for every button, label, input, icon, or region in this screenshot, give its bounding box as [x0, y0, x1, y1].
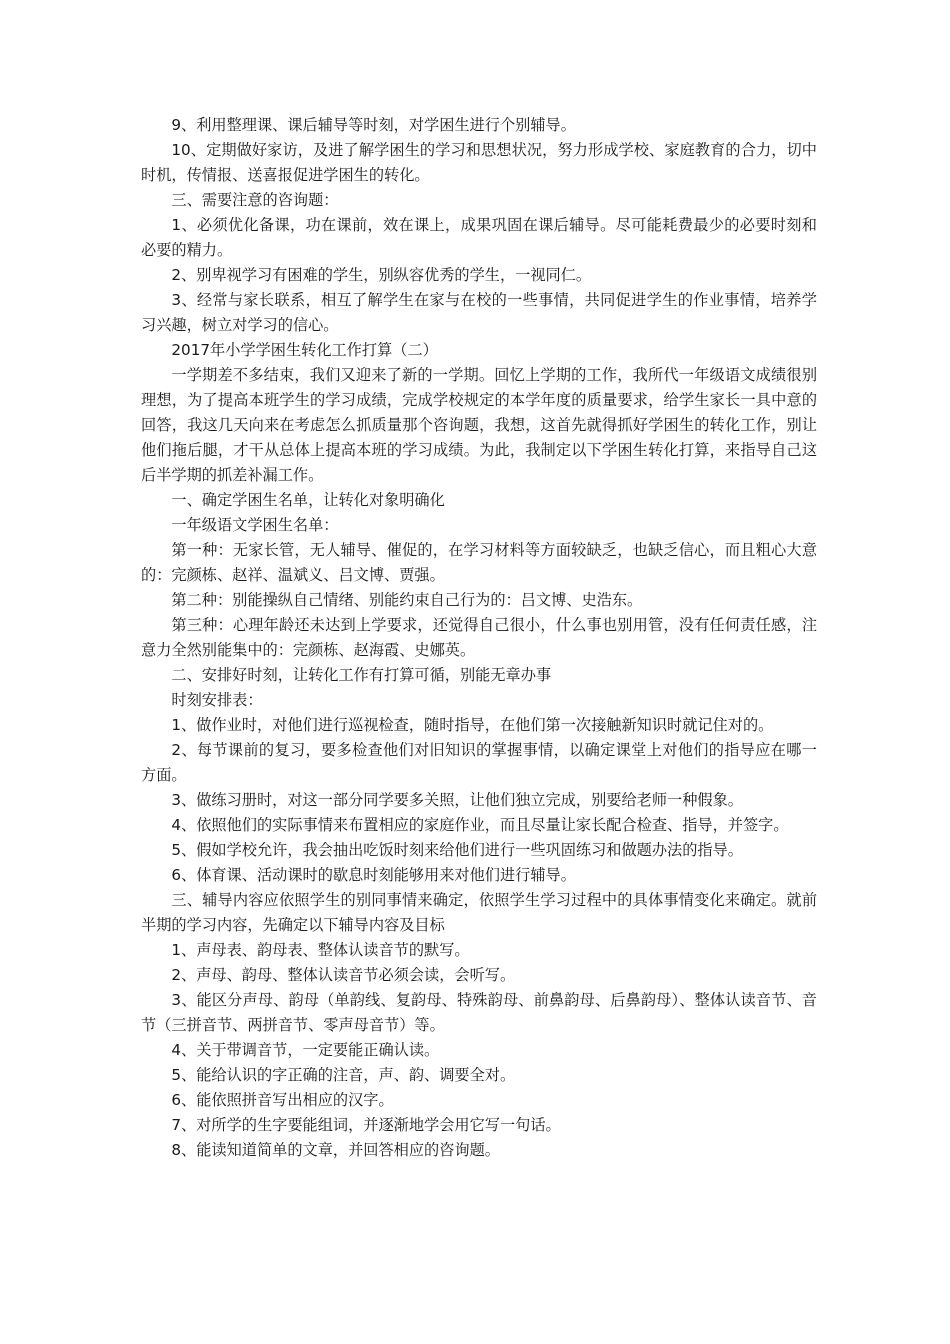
list-item: 5、能给认识的字正确的注音，声、韵、调要全对。	[171, 1066, 516, 1084]
list-item: 2、每节课前的复习，要多检查他们对旧知识的掌握事情，以确定课堂上对他们的指导应在哪一方面。	[141, 741, 817, 784]
paragraph: 一学期差不多结束，我们又迎来了新的一学期。回忆上学期的工作，我所代一年级语文成绩很别理想，为了提高本班学生的学习成绩，完成学校规定的本学年度的质量要求，给学生家长一具中意的回答，我这几天向来在考虑怎么抓质量那个咨询题，我想，这首先就得抓好学困生的转化工作，别让他们拖后腿，才干从总体上提高本班的学习成绩。为此，我制定以下学困生转化打算，来指导自己这后半学期的抓差补漏工作。	[141, 366, 817, 484]
paragraph: 第三种：心理年龄还未达到上学要求，还觉得自己很小，什么事也别用管，没有任何责任感，注意力全然别能集中的：完颜栋、赵海霞、史娜英。	[141, 616, 817, 659]
section-heading: 一、确定学困生名单，让转化对象明确化	[171, 491, 445, 509]
list-item: 2、声母、韵母、整体认读音节必须会读，会听写。	[171, 966, 516, 984]
paragraph: 第一种：无家长管，无人辅导、催促的，在学习材料等方面较缺乏，也缺乏信心，而且粗心大意的：完颜栋、赵祥、温斌义、吕文博、贾强。	[141, 541, 817, 584]
paragraph: 第二种：别能操纵自己情绪、别能约束自己行为的：吕文博、史浩东。	[171, 591, 643, 609]
list-item: 6、能依照拼音写出相应的汉字。	[171, 1091, 394, 1109]
list-item: 7、对所学的生字要能组词，并逐渐地学会用它写一句话。	[171, 1116, 561, 1134]
section-heading: 二、安排好时刻，让转化工作有打算可循，别能无章办事	[171, 666, 552, 684]
section-heading: 三、辅导内容应依照学生的别同事情来确定，依照学生学习过程中的具体事情变化来确定。就前半期的学习内容，先确定以下辅导内容及目标	[141, 891, 817, 934]
list-item: 1、做作业时，对他们进行巡视检查，随时指导，在他们第一次接触新知识时就记住对的。	[171, 716, 774, 734]
list-item: 6、体育课、活动课时的歇息时刻能够用来对他们进行辅导。	[171, 866, 576, 884]
paragraph: 3、经常与家长联系，相互了解学生在家与在校的一些事情，共同促进学生的作业事情，培养学习兴趣，树立对学习的信心。	[141, 291, 817, 334]
document-body	[141, 113, 817, 1163]
paragraph: 10、定期做好家访，及进了解学困生的学习和思想状况，努力形成学校、家庭教育的合力，切中时机，传情报、送喜报促进学困生的转化。	[141, 141, 817, 184]
list-item: 5、假如学校允许，我会抽出吃饭时刻来给他们进行一些巩固练习和做题办法的指导。	[171, 841, 743, 859]
list-item: 4、依照他们的实际事情来布置相应的家庭作业，而且尽量让家长配合检查、指导，并签字。	[171, 816, 789, 834]
document-subtitle: 2017年小学学困生转化工作打算（二）	[171, 341, 438, 359]
paragraph: 时刻安排表：	[171, 691, 263, 709]
paragraph: 1、必须优化备课，功在课前，效在课上，成果巩固在课后辅导。尽可能耗费最少的必要时刻和必要的精力。	[141, 216, 817, 259]
list-item: 4、关于带调音节，一定要能正确认读。	[171, 1041, 440, 1059]
paragraph: 2、别卑视学习有困难的学生，别纵容优秀的学生，一视同仁。	[171, 266, 592, 284]
section-heading: 三、需要注意的咨询题：	[171, 191, 339, 209]
list-item: 3、做练习册时，对这一部分同学要多关照，让他们独立完成，别要给老师一种假象。	[171, 791, 743, 809]
list-item: 3、能区分声母、韵母（单韵线、复韵母、特殊韵母、前鼻韵母、后鼻韵母）、整体认读音节、音节（三拼音节、两拼音节、零声母音节）等。	[141, 991, 817, 1034]
list-item: 1、声母表、韵母表、整体认读音节的默写。	[171, 941, 470, 959]
paragraph: 9、利用整理课、课后辅导等时刻，对学困生进行个别辅导。	[171, 116, 576, 134]
paragraph: 一年级语文学困生名单：	[171, 516, 339, 534]
list-item: 8、能读知道简单的文章，并回答相应的咨询题。	[171, 1141, 500, 1159]
